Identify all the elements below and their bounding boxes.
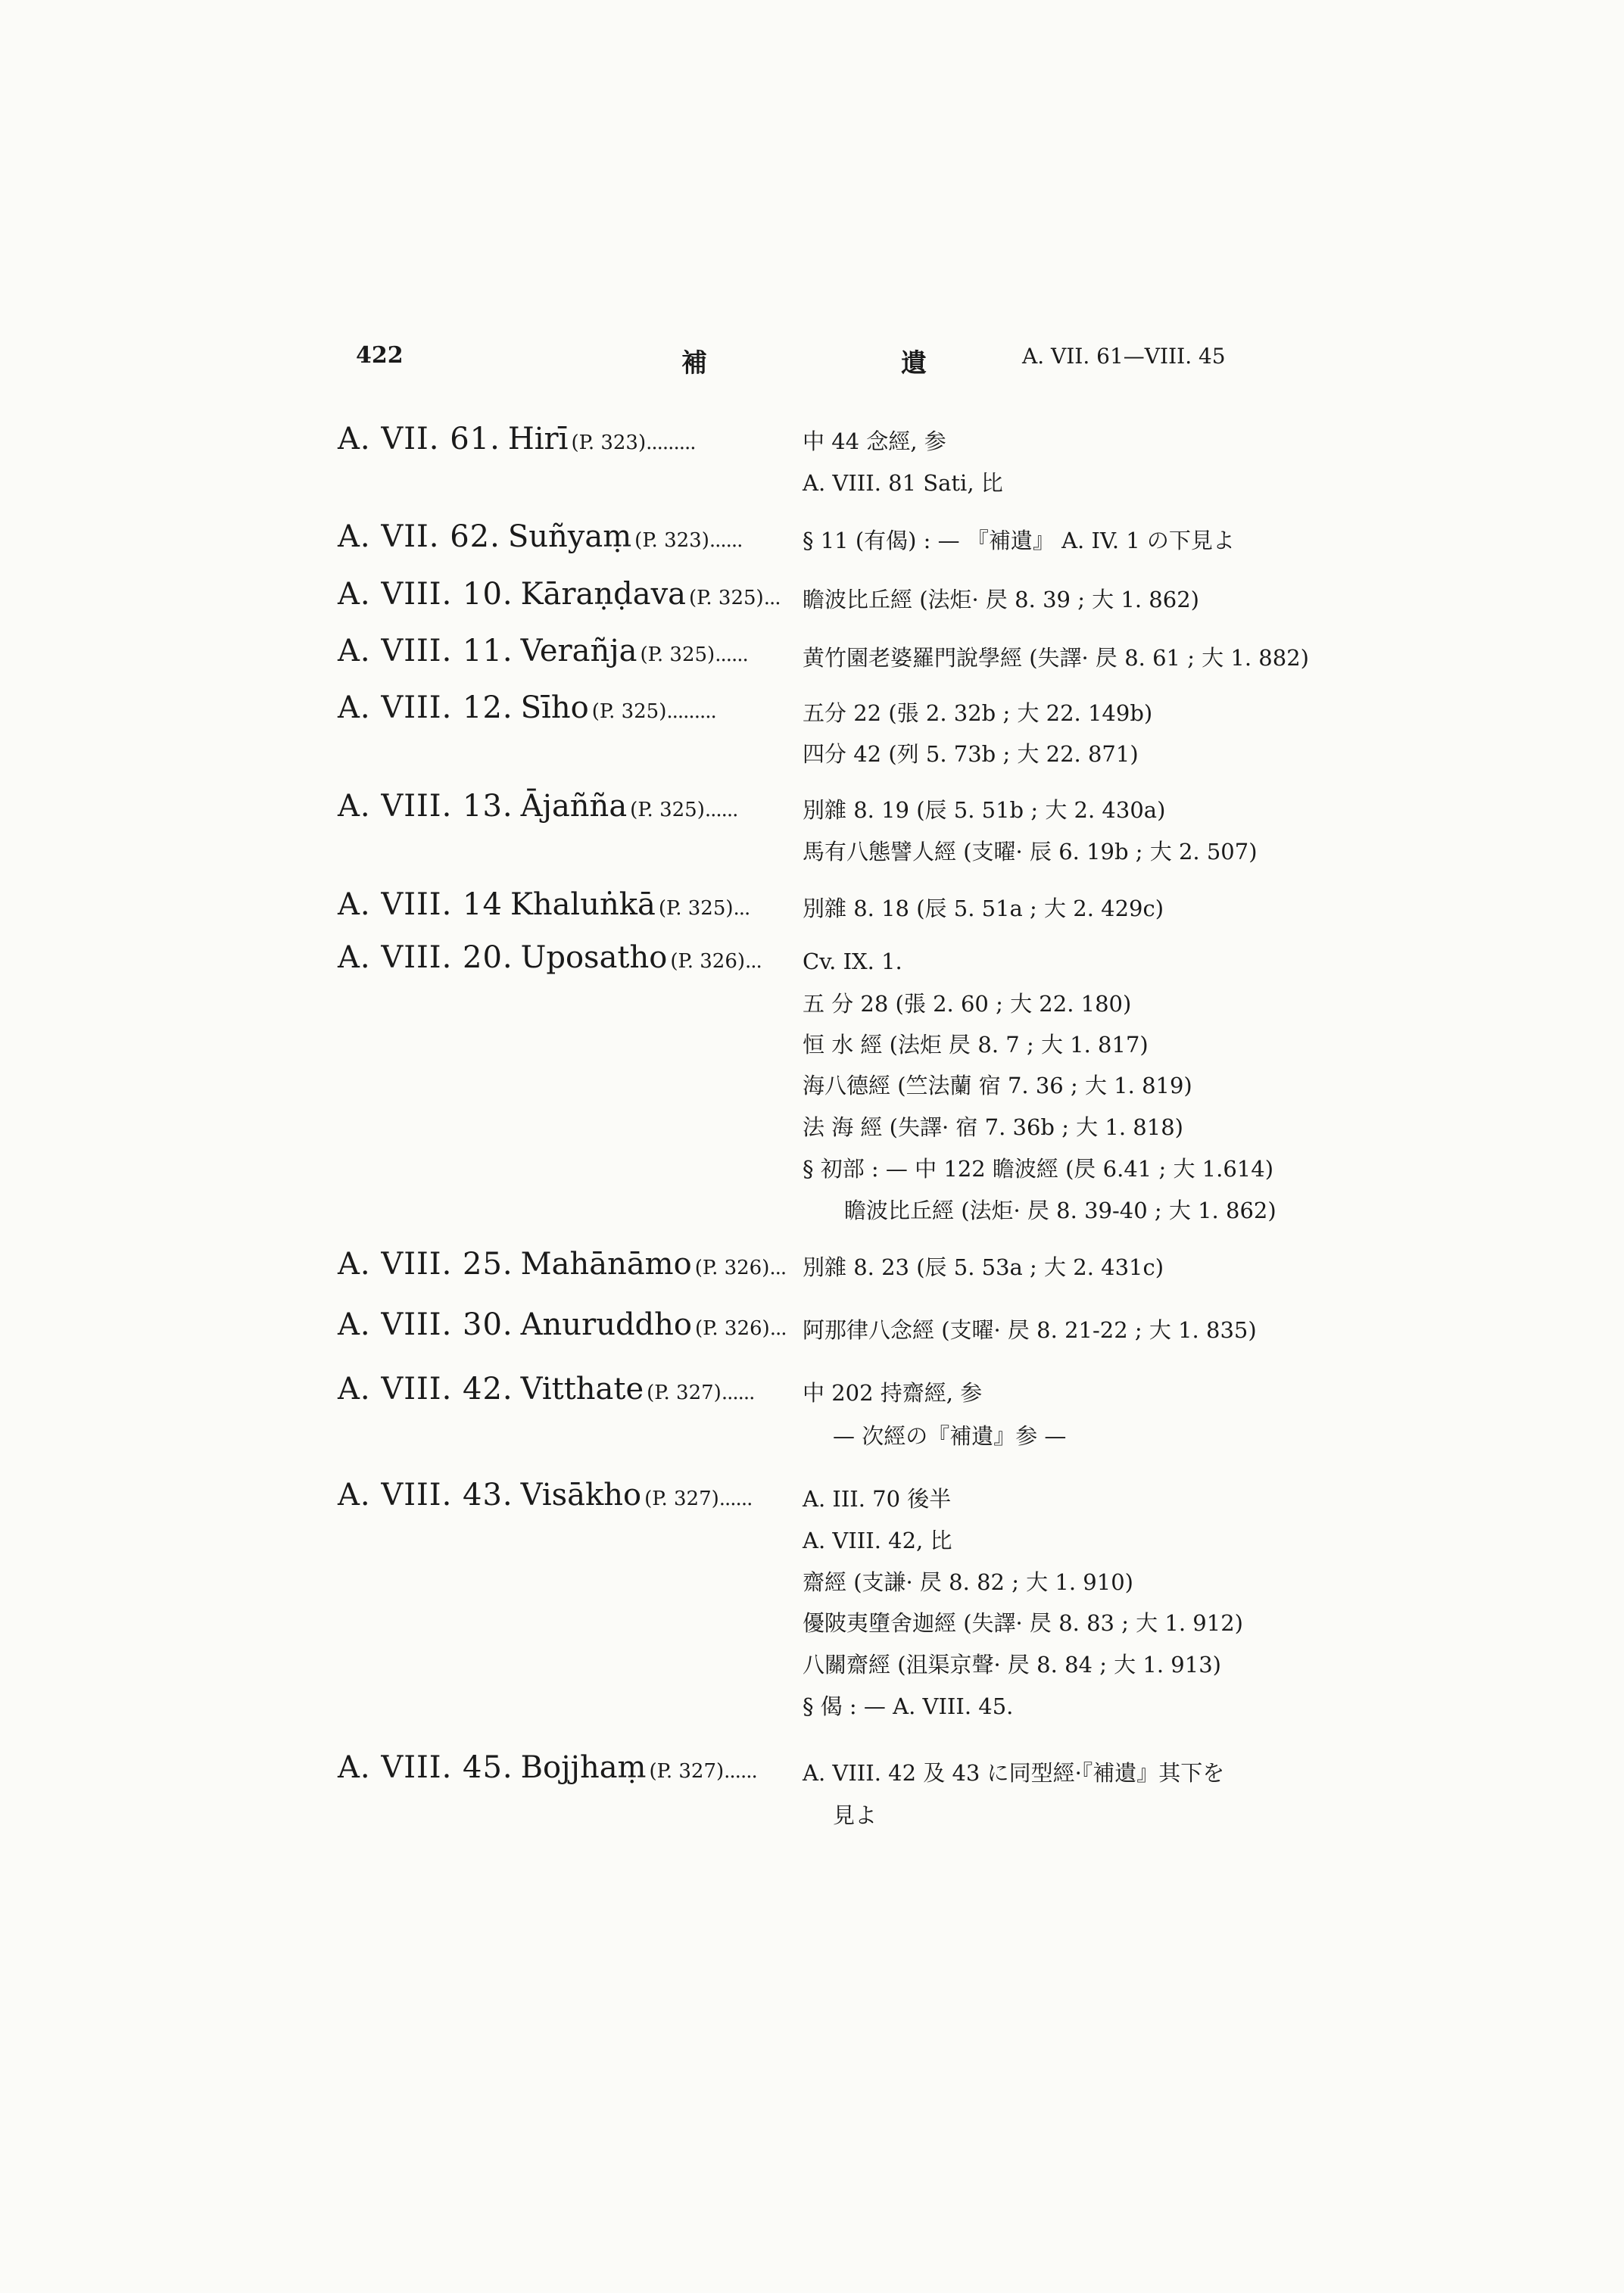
entry-title: Visākho xyxy=(520,1478,642,1513)
entry-heading: A. VII. 61. Hirī (P. 323)......... xyxy=(338,422,696,456)
entry-page: (P. 326) xyxy=(694,1257,770,1279)
entry-ref: A. VIII. 11. xyxy=(338,634,513,668)
entry-line: 見よ xyxy=(833,1802,877,1828)
entry-title: Mahānāmo xyxy=(520,1247,692,1282)
entry-ref: A. VIII. 30. xyxy=(338,1307,513,1342)
entry-title: Suñyaṃ xyxy=(507,519,632,554)
entry-page: (P. 326) xyxy=(695,1317,770,1340)
entry-page: (P. 327) xyxy=(647,1382,722,1404)
entry-line: § 初部 : — 中 122 瞻波經 (昃 6.41 ; 大 1.614) xyxy=(803,1156,1274,1182)
entry-title: Vitthate xyxy=(520,1372,644,1407)
entry-line: 阿那律八念經 (支曜· 昃 8. 21-22 ; 大 1. 835) xyxy=(803,1317,1257,1343)
entry-title: Khaluṅkā xyxy=(510,887,656,922)
entry-page: (P. 327) xyxy=(649,1760,725,1783)
entry-line: A. VIII. 42 及 43 に同型經·『補遺』其下を xyxy=(803,1760,1225,1786)
entry-line: 恒 水 經 (法炬 昃 8. 7 ; 大 1. 817) xyxy=(803,1032,1149,1058)
entry-page: (P. 325) xyxy=(640,643,715,666)
entry-line: 別雜 8. 18 (辰 5. 51a ; 大 2. 429c) xyxy=(803,896,1164,921)
entry-heading: A. VII. 62. Suñyaṃ (P. 323)...... xyxy=(338,519,743,554)
entry-line: A. VIII. 81 Sati, 比 xyxy=(803,470,1003,496)
entry-ref: A. VIII. 20. xyxy=(338,940,513,975)
entry-heading: A. VIII. 42. Vitthate (P. 327)...... xyxy=(338,1372,755,1407)
entry-heading: A. VIII. 12. Sīho (P. 325)......... xyxy=(338,690,716,725)
entry-line: 中 44 念經, 参 xyxy=(803,428,946,454)
entry-line: 別雜 8. 23 (辰 5. 53a ; 大 2. 431c) xyxy=(803,1254,1164,1280)
entry-page: (P. 325) xyxy=(658,897,734,920)
entry-title: Sīho xyxy=(520,690,589,725)
entry-line: Cv. IX. 1. xyxy=(803,949,902,974)
entry-line: 馬有八態譬人經 (支曜· 辰 6. 19b ; 大 2. 507) xyxy=(803,839,1258,865)
entry-page: (P. 325) xyxy=(630,799,705,821)
entry-line: 中 202 持齋經, 参 xyxy=(803,1380,983,1406)
entry-ref: A. VIII. 43. xyxy=(338,1478,513,1513)
entry-line: 五分 22 (張 2. 32b ; 大 22. 149b) xyxy=(803,700,1153,726)
entry-line: 別雜 8. 19 (辰 5. 51b ; 大 2. 430a) xyxy=(803,797,1166,823)
entry-line: 齋經 (支謙· 昃 8. 82 ; 大 1. 910) xyxy=(803,1569,1133,1595)
entry-title: Bojjhaṃ xyxy=(520,1750,647,1785)
entry-line: A. VIII. 42, 比 xyxy=(803,1528,952,1553)
page-number: 422 xyxy=(356,342,404,369)
entry-line: 黄竹園老婆羅門說學經 (失譯· 昃 8. 61 ; 大 1. 882) xyxy=(803,645,1309,671)
entry-page: (P. 323) xyxy=(634,529,709,552)
entry-page: (P. 323) xyxy=(571,431,647,454)
entry-line: 海八德經 (竺法蘭 宿 7. 36 ; 大 1. 819) xyxy=(803,1073,1192,1098)
entry-ref: A. VIII. 10. xyxy=(338,577,513,612)
entry-line: 優陂夷墮舍迦經 (失譯· 昃 8. 83 ; 大 1. 912) xyxy=(803,1610,1243,1636)
entry-line: — 次經の『補遺』参 — xyxy=(833,1423,1067,1449)
entry-line: 五 分 28 (張 2. 60 ; 大 22. 180) xyxy=(803,991,1132,1017)
entry-ref: A. VIII. 45. xyxy=(338,1750,513,1785)
entry-ref: A. VIII. 13. xyxy=(338,789,513,824)
entry-heading: A. VIII. 13. Ājañña (P. 325)...... xyxy=(338,789,738,824)
entry-title: Verañja xyxy=(520,634,637,668)
entry-line: 八關齋經 (沮渠京聲· 昃 8. 84 ; 大 1. 913) xyxy=(803,1652,1221,1678)
entry-heading: A. VIII. 20. Uposatho (P. 326)... xyxy=(338,940,762,975)
entry-ref: A. VIII. 25. xyxy=(338,1247,513,1282)
entry-title: Uposatho xyxy=(520,940,668,975)
entry-line: 瞻波比丘經 (法炬· 昃 8. 39 ; 大 1. 862) xyxy=(803,587,1199,612)
entry-heading: A. VIII. 43. Visākho (P. 327)...... xyxy=(338,1478,753,1513)
entry-title: Kāraṇḍava xyxy=(520,577,687,612)
entry-line: A. III. 70 後半 xyxy=(803,1486,952,1512)
entry-page: (P. 325) xyxy=(689,587,764,609)
entry-page: (P. 327) xyxy=(644,1488,719,1510)
entry-title: Anuruddho xyxy=(520,1307,693,1342)
entry-line: 法 海 經 (失譯· 宿 7. 36b ; 大 1. 818) xyxy=(803,1114,1183,1140)
entry-title: Hirī xyxy=(507,422,569,456)
entry-line: § 11 (有偈) : — 『補遺』 A. IV. 1 の下見よ xyxy=(803,528,1235,553)
entry-page: (P. 326) xyxy=(670,950,746,973)
entry-ref: A. VII. 62. xyxy=(338,519,500,554)
entry-line: 瞻波比丘經 (法炬· 昃 8. 39-40 ; 大 1. 862) xyxy=(844,1198,1276,1223)
entry-heading: A. VIII. 45. Bojjhaṃ (P. 327)...... xyxy=(338,1750,757,1785)
entry-ref: A. VIII. 14 xyxy=(338,887,503,922)
running-range: A. VII. 61—VIII. 45 xyxy=(1022,344,1226,369)
entry-page: (P. 325) xyxy=(591,700,667,723)
entry-line: 四分 42 (列 5. 73b ; 大 22. 871) xyxy=(803,741,1139,767)
entry-ref: A. VIII. 12. xyxy=(338,690,513,725)
entry-heading: A. VIII. 10. Kāraṇḍava (P. 325)... xyxy=(338,577,781,612)
entry-line: § 偈 : — A. VIII. 45. xyxy=(803,1693,1014,1719)
entry-heading: A. VIII. 30. Anuruddho (P. 326)... xyxy=(338,1307,787,1342)
entry-heading: A. VIII. 14 Khaluṅkā (P. 325)... xyxy=(338,887,750,922)
entry-ref: A. VII. 61. xyxy=(338,422,500,456)
entry-ref: A. VIII. 42. xyxy=(338,1372,513,1407)
entry-title: Ājañña xyxy=(520,789,628,824)
entry-heading: A. VIII. 11. Verañja (P. 325)...... xyxy=(338,634,748,668)
section-title-left: 補 xyxy=(681,348,707,379)
section-title-right: 遺 xyxy=(901,348,927,379)
entry-heading: A. VIII. 25. Mahānāmo (P. 326)... xyxy=(338,1247,787,1282)
